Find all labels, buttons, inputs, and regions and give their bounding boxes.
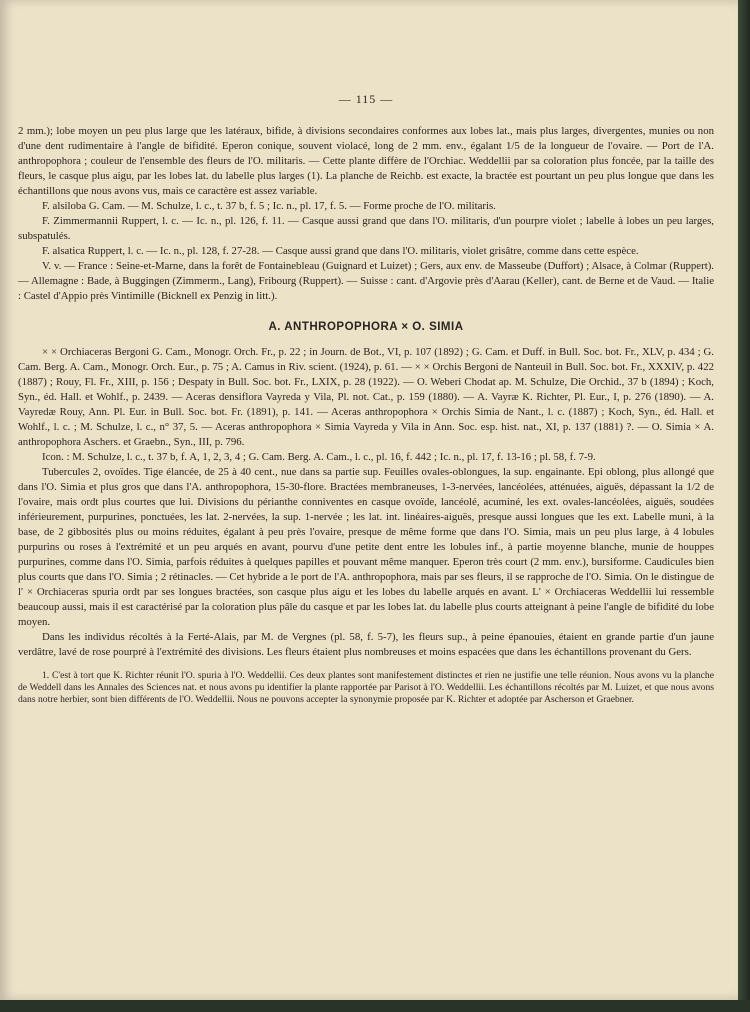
section-heading: A. ANTHROPOPHORA × O. SIMIA (268, 321, 464, 333)
page-number: — 115 — (338, 92, 394, 106)
paragraph-iconography: Icon. : M. Schulze, l. c., t. 37 b, f. A, 1, 2, 3, 4 ; G. Cam. Berg. A. Cam., l. c., pl. 16, f. 442 ; Ic. n., pl. 17, f. 13-16 ; pl. 58, f. 7-9. (42, 451, 596, 463)
paragraph-synonymy: × × Orchiaceras Bergoni G. Cam., Monogr. Orch. Fr., p. 22 ; in Journ. de Bot., VI, p. 107 (1892) ; G. Cam. et Duff. in Bull. Soc. bot. Fr., XLV, p. 434 ; G. Cam. Berg. A. Cam., Monogr. Orch. Eur., p. 75 ; A. Camus in Riv. scient. (1924), p. 61. — × × Orchis Bergoni de Nanteuil in Bull. Soc. bot. Fr., XXXIV, p. 422 (1887) ; Rouy, Fl. Fr., XIII, p. 156 ; Despaty in Bull. Soc. bot. Fr., LXIX, p. 28 (1922). — O. Weberi Chodat ap. M. Schulze, Die Orchid., 37 b (1894) ; Koch, Syn., éd. Hall. et Wohlf., p. 2439. — Aceras densiflora Vayreda y Vila, Pl. not. Cat., p. 159 (1880). — A. Vayræ K. Richter, Pl. Eur., I, p. 276 (1890). — A. Vayredæ Rouy, Ann. Pl. Eur. in Bull. Soc. bot. Fr. (1891), p. 141. — Aceras anthropophora × Orchis Simia de Nant., l. c. (1887) ; Koch, Syn., éd. Hall. et Wohlf., l. c. ; M. Schulze, l. c., n° 37, 5. — Aceras anthropophora × Simia Vayreda y Vila in Ann. Soc. esp. hist. nat., XI, p. 137 (1881) ?. — O. Simia × A. anthropophora Aschers. et Graebn., Syn., III, p. 796. (18, 346, 714, 448)
paragraph-localities: V. v. — France : Seine-et-Marne, dans la forêt de Fontainebleau (Guignard et Luizet) ; Gers, aux env. de Masseube (Duffort) ; Alsace, à Colmar (Ruppert). — Allemagne : Bade, à Buggingen (Zimmerm., Lang), Fribourg (Ruppert). — Suisse : cant. d'Argovie près d'Aarau (Keller), cant. de Berne et de Vaud. — Italie : Castel d'Appio près Vintimille (Bicknell ex Penzig in litt.). (18, 260, 714, 302)
paragraph-continuation: 2 mm.); lobe moyen un peu plus large que les latéraux, bifide, à divisions secondaires conformes aux lobes lat., mais plus larges, divergentes, munies ou non d'une dent rudimentaire à l'angle de bifidité. Eperon conique, souvent violacé, long de 2 mm. env., égalant 1/5 de la longueur de l'ovaire. — Port de l'A. anthropophora ; couleur de l'ensemble des fleurs de l'O. militaris. — Cette plante diffère de l'Orchiac. Weddellii par sa coloration plus foncée, par la taille des fleurs, le casque plus aigu, par les lobes lat. du labelle plus larges (1). La planche de Reichb. est exacte, la bractée est pourtant un peu plus longue que dans les échantillons que nous avons vus, mais ce caractère est assez variable. (18, 125, 714, 197)
text-body (18, 124, 714, 706)
paragraph-description: Tubercules 2, ovoïdes. Tige élancée, de 25 à 40 cent., nue dans sa partie sup. Feuilles ovales-oblongues, la sup. engainante. Epi oblong, plus allongé que dans l'O. Simia et plus gros que dans l'A. anthropophora, 15-30-flore. Bractées membraneuses, 1-3-nervées, lancéolées, atténuées, aiguës, dépassant la 1/2 de l'ovaire, mais ordt plus courtes que lui. Divisions du périanthe conniventes en casque ovoïde, lancéolé, acuminé, les ext. ovales-lancéolées, aiguës, soudées inférieurement, purpurines, ponctuées, les lat. 2-nervées, la sup. 1-nervée ; les lat. int. linéaires-aiguës, presque aussi longues que les ext. Labelle muni, à la base, de 2 gibbosités plus ou moins réduites, égalant à peu près l'ovaire, presque de même forme que dans l'O. Simia, mais un peu plus large, à 4 lobules purpurins ou roses à l'extrémité et un peu arqués en avant, pourvu d'une petite dent entre les lobules inf., à partie moyenne blanche, munie de houppes purpurines, comme dans l'O. Simia, parfois réduites à quelques papilles et pouvant même manquer. Eperon très court (2 mm. env.), bursiforme. Caudicules bien plus courts que dans l'O. Simia ; 2 rétinacles. — Cet hybride a le port de l'A. anthropophora, mais par ses fleurs, il se rapproche de l'O. Simia. On le distingue de l' × Orchiaceras spuria ordt par ses longues bractées, son casque plus aigu et les lobes du labelle arqués en avant. L' × Orchiaceras Weddellii lui ressemble beaucoup aussi, mais il est caractérisé par la coloration plus pâle du casque et par les lobes lat. du labelle plus courts atteignant à peine l'angle de bifidité du lobe moyen. (18, 466, 714, 628)
paragraph-forma-alsatica: F. alsatica Ruppert, l. c. — Ic. n., pl. 128, f. 27-28. — Casque aussi grand que dans l'O. militaris, violet grisâtre, comme dans cette espèce. (42, 245, 639, 257)
paragraph-observations: Dans les individus récoltés à la Ferté-Alais, par M. de Vergnes (pl. 58, f. 5-7), les fleurs sup., à peine épanouies, étaient en grande partie d'un jaune verdâtre, lavé de rose pourpré à l'extrémité des divisions. Les fleurs étaient plus nombreuses et moins espacées que dans les échantillons provenant du Gers. (18, 631, 714, 658)
footnote (18, 670, 714, 706)
book-edge-right (738, 0, 750, 1012)
footnote-text: 1. C'est à tort que K. Richter réunit l'O. spuria à l'O. Weddellii. Ces deux plantes sont manifestement distinctes et rien ne justifie une telle réunion. Nous avons vu la planche de Weddell dans les Annales des Sciences nat. et nous avons pu identifier la plante rapportée par Parisot à l'O. Weddellii. Les échantillons récoltés par M. Luizet, et que nous avons dans notre herbier, sont bien différents de l'O. Weddellii. Nous ne pouvons accepter la synonymie proposée par K. Richter et adoptée par Ascherson et Graebner. (18, 670, 714, 705)
paragraph-forma-alsiloba: F. alsiloba G. Cam. — M. Schulze, l. c., t. 37 b, f. 5 ; Ic. n., pl. 17, f. 5. — Forme proche de l'O. militaris. (42, 200, 496, 212)
book-edge-bottom (0, 1000, 750, 1012)
paragraph-forma-zimmermannii: F. Zimmermannii Ruppert, l. c. — Ic. n., pl. 126, f. 11. — Casque aussi grand que dans l'O. militaris, d'un pourpre violet ; labelle à lobes un peu larges, subspatulés. (18, 215, 714, 242)
